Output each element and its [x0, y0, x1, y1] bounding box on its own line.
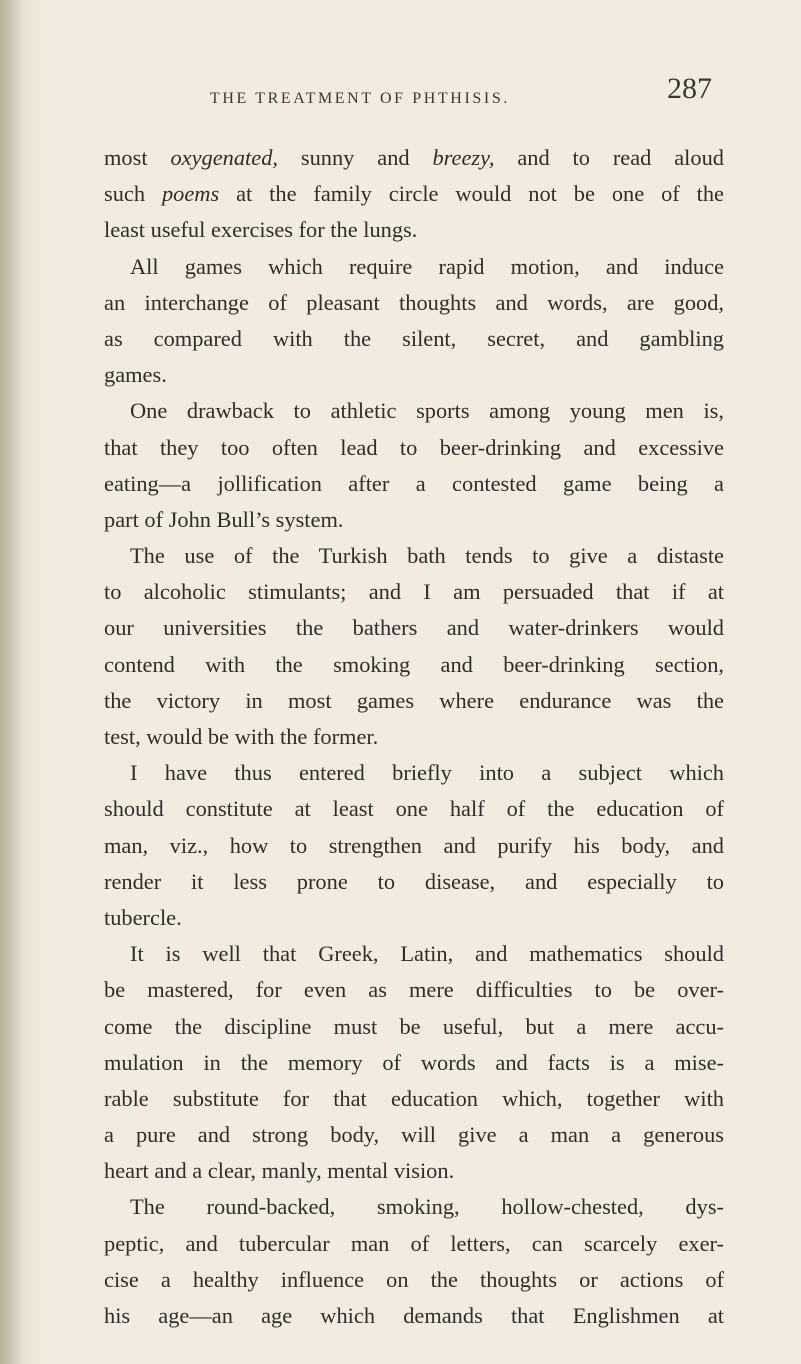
text-segment: peptic, and tubercular man of letters, can scarcely exer- — [104, 1230, 724, 1256]
text-segment: It is well that Greek, Latin, and mathematics should — [130, 941, 724, 967]
text-line — [104, 647, 724, 683]
page-number: 287 — [667, 72, 712, 105]
text-line — [104, 393, 724, 429]
text-line — [104, 1262, 724, 1298]
text-segment: test, would be with the former. — [104, 724, 379, 749]
text-segment: that they too often lead to beer-drinking and excessive — [104, 434, 724, 460]
body-text — [104, 140, 724, 1334]
text-segment: contend with the smoking and beer-drinking section, — [104, 651, 724, 677]
text-line — [104, 574, 724, 610]
text-segment: a pure and strong body, will give a man a generous — [104, 1122, 724, 1148]
text-segment: rable substitute for that education which, together with — [104, 1085, 724, 1111]
text-segment: should constitute at least one half of the education of — [104, 796, 724, 822]
running-head: THE TREATMENT OF PHTHISIS. — [210, 90, 510, 107]
text-segment: be mastered, for even as mere difficulties to be over- — [104, 977, 724, 1003]
text-segment: I have thus entered briefly into a subject which — [130, 760, 724, 786]
text-line — [104, 828, 724, 864]
text-line — [104, 176, 724, 212]
text-segment: games. — [104, 362, 167, 388]
text-line — [104, 1298, 724, 1334]
text-segment: man, viz., how to strengthen and purify his body, and — [104, 832, 724, 858]
text-segment: our universities the bathers and water-drinkers would — [104, 615, 724, 641]
text-line — [104, 1009, 724, 1045]
text-segment: such — [104, 181, 162, 207]
text-line — [104, 538, 724, 574]
text-segment: tubercle. — [104, 904, 182, 930]
text-line — [104, 466, 724, 502]
text-segment: heart and a clear, manly, mental vision. — [104, 1158, 455, 1184]
text-line — [104, 864, 724, 900]
text-line — [104, 610, 724, 646]
text-line — [104, 719, 724, 755]
text-segment: mulation in the memory of words and facts is a mise- — [104, 1049, 724, 1075]
text-segment: least useful exercises for the lungs. — [104, 217, 418, 243]
page-header — [100, 72, 720, 122]
text-line — [104, 683, 724, 719]
binding-shadow — [0, 0, 26, 1364]
text-line — [104, 1081, 724, 1117]
text-line — [104, 1117, 724, 1153]
text-line — [104, 1153, 724, 1189]
text-line — [104, 212, 724, 248]
italic-text: poems — [161, 181, 220, 207]
text-segment: sunny and — [278, 145, 433, 170]
italic-text: oxygenated, — [170, 145, 278, 170]
text-segment: All games which require rapid motion, and induce — [130, 253, 724, 279]
text-line — [104, 140, 724, 176]
text-segment: the victory in most games where endurance was the — [104, 687, 724, 713]
text-line — [104, 321, 724, 357]
text-line — [104, 1045, 724, 1081]
text-line — [104, 936, 724, 972]
text-line — [104, 1189, 724, 1225]
text-line — [104, 972, 724, 1008]
text-line — [104, 791, 724, 827]
text-segment: render it less prone to disease, and especially to — [104, 868, 724, 894]
text-segment: most — [104, 145, 171, 170]
text-segment: part of John Bull’s system. — [104, 506, 344, 532]
text-line — [104, 285, 724, 321]
text-line — [104, 1226, 724, 1262]
text-segment: at the family circle would not be one of the — [219, 181, 724, 207]
text-line — [104, 249, 724, 285]
text-line — [104, 357, 724, 393]
text-segment: to alcoholic stimulants; and I am persuaded that if at — [104, 579, 724, 605]
text-line — [104, 502, 724, 538]
text-line — [104, 755, 724, 791]
text-segment: an interchange of pleasant thoughts and words, are good, — [104, 289, 724, 315]
text-segment: The round-backed, smoking, hollow-chested, dys- — [130, 1194, 724, 1220]
text-segment: as compared with the silent, secret, and gambling — [104, 325, 724, 351]
text-segment: One drawback to athletic sports among young men is, — [130, 398, 724, 424]
text-line — [104, 900, 724, 936]
text-segment: eating—a jollification after a contested game being a — [104, 470, 724, 496]
text-segment: cise a healthy influence on the thoughts or actions of — [104, 1266, 724, 1292]
text-segment: The use of the Turkish bath tends to give a distaste — [130, 543, 724, 569]
text-segment: come the discipline must be useful, but a mere accu- — [104, 1013, 724, 1039]
text-segment: his age—an age which demands that Englishmen at — [104, 1303, 724, 1328]
italic-text: breezy, — [432, 145, 495, 170]
text-line — [104, 430, 724, 466]
text-segment: and to read aloud — [494, 145, 724, 170]
